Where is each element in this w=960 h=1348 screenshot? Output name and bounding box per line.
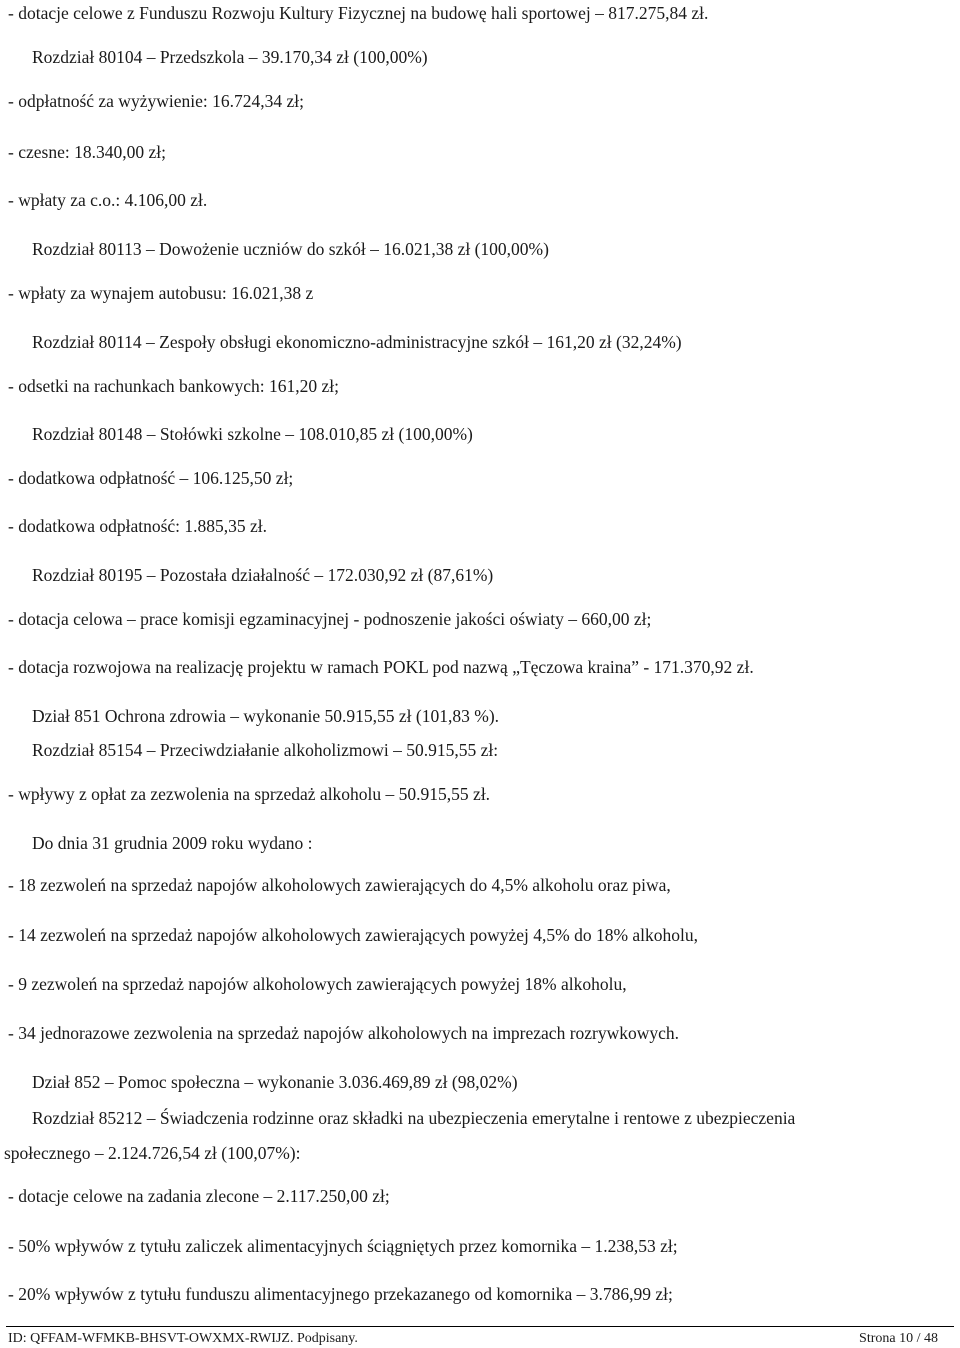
text-line: - odpłatność za wyżywienie: 16.724,34 zł; [8, 91, 304, 111]
text-line: społecznego – 2.124.726,54 zł (100,07%): [4, 1143, 301, 1163]
section-heading: Rozdział 85154 – Przeciwdziałanie alkoholizmowi – 50.915,55 zł: [32, 740, 499, 760]
text-line: - wpływy z opłat za zezwolenia na sprzedaż alkoholu – 50.915,55 zł. [8, 784, 491, 804]
text-line: - 34 jednorazowe zezwolenia na sprzedaż napojów alkoholowych na imprezach rozrywkowych. [8, 1023, 680, 1043]
section-heading: Rozdział 85212 – Świadczenia rodzinne oraz składki na ubezpieczenia emerytalne i rentowe z ubezpieczenia [32, 1108, 796, 1128]
section-heading: Do dnia 31 grudnia 2009 roku wydano : [32, 833, 313, 853]
text-line: - 9 zezwoleń na sprzedaż napojów alkoholowych zawierających powyżej 18% alkoholu, [8, 974, 627, 994]
text-line: - 50% wpływów z tytułu zaliczek alimentacyjnych ściągniętych przez komornika – 1.238,53 zł; [8, 1236, 678, 1256]
text-line: - 14 zezwoleń na sprzedaż napojów alkoholowych zawierających powyżej 4,5% do 18% alkoholu, [8, 925, 699, 945]
text-line: - dotacje celowe z Funduszu Rozwoju Kultury Fizycznej na budowę hali sportowej – 817.275,84 zł. [8, 3, 709, 23]
text-line: - dodatkowa odpłatność: 1.885,35 zł. [8, 516, 268, 536]
section-heading: Dział 852 – Pomoc społeczna – wykonanie 3.036.469,89 zł (98,02%) [32, 1072, 518, 1092]
text-line: - wpłaty za c.o.: 4.106,00 zł. [8, 190, 208, 210]
text-line: - czesne: 18.340,00 zł; [8, 142, 166, 162]
section-heading: Rozdział 80114 – Zespoły obsługi ekonomiczno-administracyjne szkół – 161,20 zł (32,24%) [32, 332, 682, 352]
text-line: - dodatkowa odpłatność – 106.125,50 zł; [8, 468, 294, 488]
footer-divider [6, 1326, 954, 1327]
text-line: - dotacja rozwojowa na realizację projektu w ramach POKL pod nazwą „Tęczowa kraina” - 171.370,92 zł. [8, 657, 754, 677]
section-heading: Rozdział 80113 – Dowożenie uczniów do szkół – 16.021,38 zł (100,00%) [32, 239, 549, 259]
section-heading: Dział 851 Ochrona zdrowia – wykonanie 50.915,55 zł (101,83 %). [32, 706, 500, 726]
text-line: - dotacje celowe na zadania zlecone – 2.117.250,00 zł; [8, 1186, 390, 1206]
text-line: - wpłaty za wynajem autobusu: 16.021,38 z [8, 283, 314, 303]
section-heading: Rozdział 80148 – Stołówki szkolne – 108.010,85 zł (100,00%) [32, 424, 473, 444]
text-line: - 18 zezwoleń na sprzedaż napojów alkoholowych zawierających do 4,5% alkoholu oraz piwa, [8, 875, 671, 895]
section-heading: Rozdział 80104 – Przedszkola – 39.170,34 zł (100,00%) [32, 47, 428, 67]
page-number: Strona 10 / 48 [859, 1331, 938, 1346]
text-line: - dotacja celowa – prace komisji egzaminacyjnej - podnoszenie jakości oświaty – 660,00 zł; [8, 609, 652, 629]
text-line: - 20% wpływów z tytułu funduszu alimentacyjnego przekazanego od komornika – 3.786,99 zł; [8, 1284, 673, 1304]
section-heading: Rozdział 80195 – Pozostała działalność – 172.030,92 zł (87,61%) [32, 565, 494, 585]
text-line: - odsetki na rachunkach bankowych: 161,20 zł; [8, 376, 339, 396]
document-id: ID: QFFAM-WFMKB-BHSVT-OWXMX-RWIJZ. Podpisany. [8, 1331, 358, 1346]
